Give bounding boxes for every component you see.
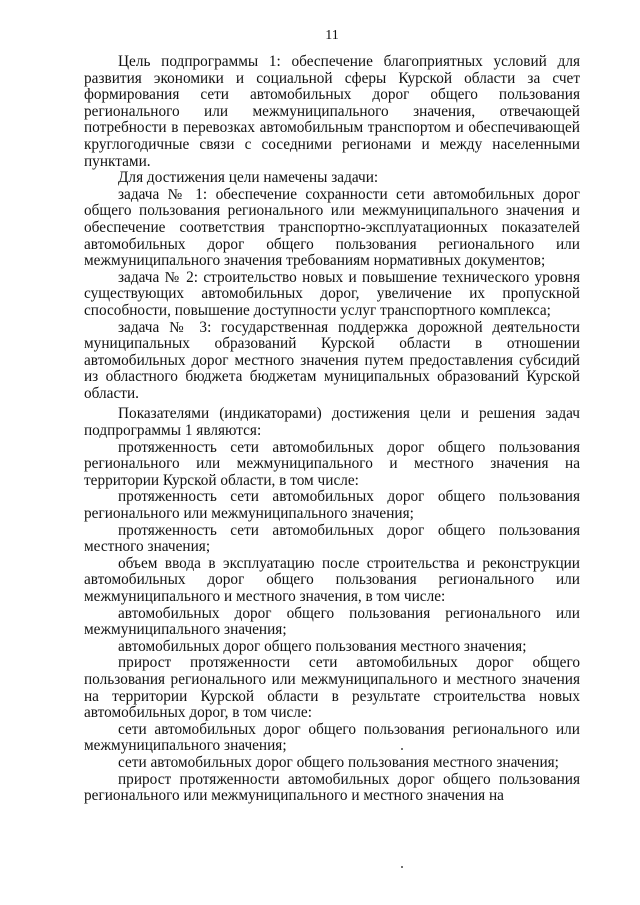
paragraph-indicator-length-total: протяженность сети автомобильных дорог общего пользования регионального или межмуниципального и местного значения на территории Курской области, в том числе: <box>84 438 580 489</box>
paragraph-indicator-growth-total: прирост протяженности автомобильных дорог общего пользования регионального или межмуниципального и местного значения на <box>84 770 580 805</box>
paragraph-indicator-growth-new-roads: прирост протяженности сети автомобильных дорог общего пользования регионального или межмуниципального и местного значения на территории Курской области в результате строительства новых автомобильных дорог, в том числе: <box>84 654 580 722</box>
paragraph-indicators-intro: Показателями (индикаторами) достижения цели и решения задач подпрограммы 1 являются: <box>84 405 580 440</box>
paragraph-indicator-length-regional: протяженность сети автомобильных дорог общего пользования регионального или межмуниципального значения; <box>84 488 580 523</box>
scan-speck <box>401 748 403 750</box>
paragraph-goal: Цель подпрограммы 1: обеспечение благоприятных условий для развития экономики и социальной сферы Курской области за счет формирования сети автомобильных дорог общего пользования регионального или межмуниципального значения, отвечающей потребности в перевозках автомобильным транспортом и обеспечивающей круглогодичные связи с соседними регионами и между населенными пунктами. <box>84 53 580 170</box>
paragraph-indicator-growth-regional: сети автомобильных дорог общего пользования регионального или межмуниципального значения; <box>84 720 580 755</box>
paragraph-indicator-commissioning-regional: автомобильных дорог общего пользования регионального или межмуниципального значения; <box>84 604 580 639</box>
paragraph-indicator-growth-local: сети автомобильных дорог общего пользования местного значения; <box>118 753 559 771</box>
paragraph-task-2: задача № 2: строительство новых и повышение технического уровня существующих автомобильных дорог, увеличение их пропускной способности, повышение доступности услуг транспортного комплекса; <box>84 268 580 319</box>
page-number: 11 <box>325 28 339 43</box>
paragraph-indicator-commissioning-local: автомобильных дорог общего пользования местного значения; <box>118 637 527 655</box>
paragraph-indicator-length-local: протяженность сети автомобильных дорог общего пользования местного значения; <box>84 521 580 556</box>
paragraph-indicator-commissioning: объем ввода в эксплуатацию после строительства и реконструкции автомобильных дорог общего пользования регионального или межмуниципального и местного значения, в том числе: <box>84 554 580 605</box>
scan-speck <box>401 866 403 868</box>
paragraph-task-3: задача № 3: государственная поддержка дорожной деятельности муниципальных образований Курской области в отношении автомобильных дорог местного значения путем предоставления субсидий из областного бюджета бюджетам муниципальных образований Курской области. <box>84 318 580 402</box>
paragraph-tasks-intro: Для достижения цели намечены задачи: <box>118 169 379 187</box>
paragraph-task-1: задача № 1: обеспечение сохранности сети автомобильных дорог общего пользования регионального или межмуниципального значения и обеспечение соответствия транспортно-эксплуатационных показателей автомобильных дорог общего пользования регионального или межмуниципального значения требованиям нормативных документов; <box>84 185 580 270</box>
